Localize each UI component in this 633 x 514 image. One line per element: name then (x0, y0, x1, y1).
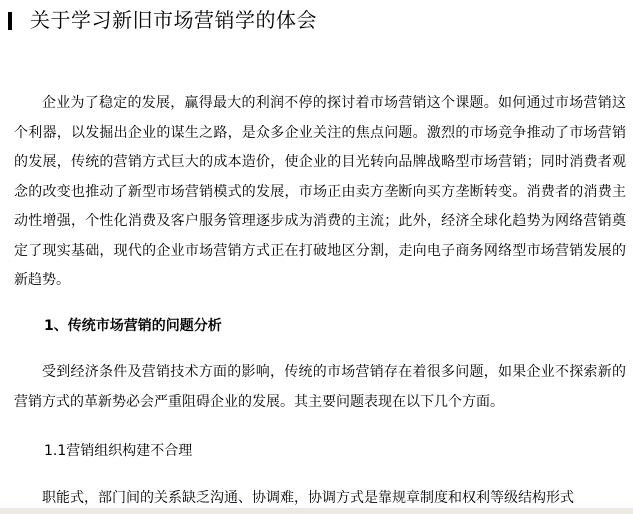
subsection-heading: 1.1营销组织构建不合理 (44, 443, 193, 459)
body-paragraph: 企业为了稳定的发展，赢得最大的利润不停的探讨着市场营销这个课题。如何通过市场营销这个利器，以发掘出企业的谋生之路，是众多企业关注的焦点问题。激烈的市场竞争推动了市场营销的发展，传统的营销方式巨大的成本造价，使企业的目光转向品牌战略型市场营销；同时消费者观念的改变也推动了新型市场营销模式的发展，市场正由卖方垄断向买方垄断转变。消费者的消费主动性增强，个性化消费及客户服务管理逐步成为消费的主流；此外，经济全球化趋势为网络营销奠定了现实基础，现代的企业市场营销方式正在打破地区分割，走向电子商务网络型市场营销发展的新趋势。 (14, 95, 626, 288)
window-bottom-edge (0, 508, 633, 514)
body-paragraph: 职能式，部门间的关系缺乏沟通、协调难，协调方式是靠规章制度和权利等级结构形式 (42, 490, 574, 506)
body-paragraph: 受到经济条件及营销技术方面的影响，传统的市场营销存在着很多问题，如果企业不探索新的营销方式的革新势必会严重阻碍企业的发展。其主要问题表现在以下几个方面。 (14, 364, 626, 410)
document-title: 关于学习新旧市场营销学的体会 (30, 8, 317, 32)
section-heading: 1、传统市场营销的问题分析 (44, 318, 222, 334)
title-marker (8, 12, 12, 30)
